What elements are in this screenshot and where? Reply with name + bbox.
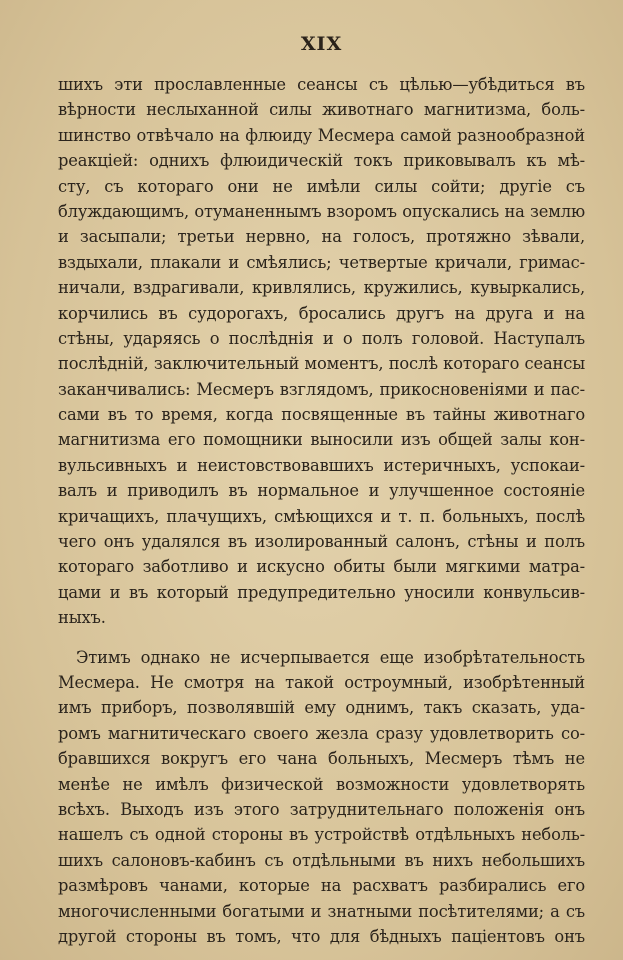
text-line: заканчивались: Месмеръ взглядомъ, прикосновеніями и пас- — [58, 379, 585, 399]
text-line: котораго заботливо и искусно обиты были мягкими матра- — [58, 557, 585, 577]
text-line: ничали, вздрагивали, кривлялись, кружились, кувыркались, — [58, 278, 585, 298]
text-line: нашелъ съ одной стороны въ устройствѣ отдѣльныхъ неболь- — [58, 825, 585, 845]
paragraph-gap — [58, 631, 585, 645]
text-line: чего онъ удалялся въ изолированный салонъ, стѣны и полъ — [58, 532, 585, 552]
text-line: шихъ салоновъ-кабинъ съ отдѣльными въ нихъ небольшихъ — [58, 850, 585, 870]
text-line: корчились въ судорогахъ, бросались другъ на друга и на — [58, 303, 585, 323]
paragraph-2 — [58, 645, 585, 950]
text-line: шинство отвѣчало на флюиду Месмера самой разнообразной — [58, 125, 585, 145]
text-line: всѣхъ. Выходъ изъ этого затруднительнаго положенія онъ — [58, 799, 585, 819]
text-line: кричащихъ, плачущихъ, смѣющихся и т. п. больныхъ, послѣ — [58, 506, 585, 526]
paragraph-1 — [58, 72, 585, 631]
text-line: магнитизма его помощники выносили изъ общей залы кон- — [58, 430, 585, 450]
text-line: бравшихся вокругъ его чана больныхъ, Месмеръ тѣмъ не — [58, 749, 585, 769]
text-line: вульсивныхъ и неистовствовавшихъ истеричныхъ, успокаи- — [58, 455, 585, 475]
text-line: стѣны, ударяясь о послѣднія и о полъ головой. Наступалъ — [58, 328, 585, 348]
text-line: имъ приборъ, позволявшій ему однимъ, такъ сказать, уда- — [58, 698, 585, 718]
text-line: сами въ то время, когда посвященные въ тайны животнаго — [58, 405, 585, 425]
text-line: менѣе не имѣлъ физической возможности удовлетворять — [58, 774, 585, 794]
text-line: послѣдній, заключительный моментъ, послѣ котораго сеансы — [58, 354, 585, 374]
text-line: ромъ магнитическаго своего жезла сразу удовлетворить со- — [58, 723, 585, 743]
text-line: сту, съ котораго они не имѣли силы сойти; другіе съ — [58, 176, 585, 196]
text-line: другой стороны въ томъ, что для бѣдныхъ паціентовъ онъ — [58, 926, 585, 946]
text-line: цами и въ который предупредительно уносили конвульсив- — [58, 582, 585, 602]
page-number: XIX — [300, 33, 343, 55]
text-line: шихъ эти прославленные сеансы съ цѣлью—убѣдиться въ — [58, 75, 585, 94]
text-line: и засыпали; третьи нервно, на голосъ, протяжно зѣвали, — [58, 227, 585, 247]
text-line: реакціей: однихъ флюидическій токъ приковывалъ къ мѣ- — [58, 151, 585, 171]
text-line: многочисленными богатыми и знатными посѣтителями; а съ — [58, 901, 585, 921]
text-line: размѣровъ чанами, которые на расхватъ разбирались его — [58, 876, 585, 896]
text-line: ныхъ. — [58, 608, 106, 628]
text-line: валъ и приводилъ въ нормальное и улучшенное состояніе — [58, 481, 585, 501]
text-line: Этимъ однако не исчерпывается еще изобрѣтательность — [76, 647, 585, 667]
text-line: вздыхали, плакали и смѣялись; четвертые кричали, гримас- — [58, 252, 585, 272]
text-line: вѣрности неслыханной силы животнаго магнитизма, боль- — [58, 100, 585, 120]
text-line: Месмера. Не смотря на такой остроумный, изобрѣтенный — [58, 672, 585, 692]
text-line: блуждающимъ, отуманеннымъ взоромъ опускались на землю — [58, 201, 585, 221]
page-body — [58, 72, 585, 949]
